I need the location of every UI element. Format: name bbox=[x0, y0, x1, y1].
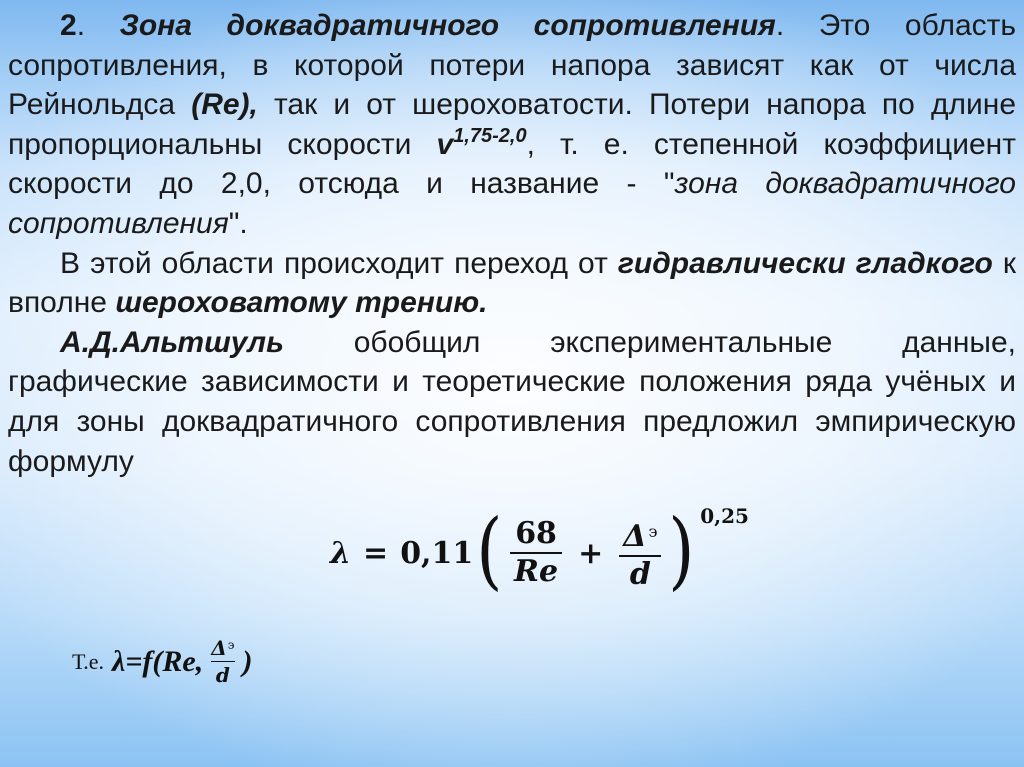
summary-fraction-numerator bbox=[211, 636, 234, 660]
paragraph1-text-3: , т. е. степенной коэффициент скорости до 2,0, отсюда и название - " bbox=[8, 127, 1016, 201]
zone-name-quote: зона доквадратичного сопротивления bbox=[8, 167, 1016, 240]
hydraulically-smooth-term: гидравлически гладкого bbox=[617, 246, 993, 280]
delta-symbol: Δ bbox=[623, 518, 647, 554]
formula-exponent: 0,25 bbox=[700, 504, 749, 528]
summary-fraction-bar bbox=[211, 661, 234, 662]
paragraph3-text: обобщил экспериментальные данные, графические зависимости и теоретические положения ряда учёных и для зоны доквадратичного сопротивления предложил эмпирическую формулу bbox=[8, 325, 1016, 478]
fraction1-denominator: Re bbox=[514, 554, 559, 589]
close-parenthesis: ) bbox=[668, 501, 695, 599]
rough-friction-term: шероховатому трению. bbox=[115, 286, 488, 320]
fraction1-numerator: 68 bbox=[515, 516, 557, 551]
paragraph-zone-definition bbox=[8, 6, 1016, 244]
delta-subscript: э bbox=[648, 521, 658, 541]
velocity-symbol: v bbox=[436, 127, 454, 161]
coefficient: 0,11 bbox=[400, 535, 474, 571]
summary-delta-symbol: Δ bbox=[211, 636, 227, 660]
reynolds-term: (Re), bbox=[191, 88, 258, 122]
velocity-exponent: 1,75-2,0 bbox=[453, 124, 527, 147]
paragraph1-text-1: . Это область сопротивления, в которой потери напора зависят как от числа Рейнольдса bbox=[8, 9, 1016, 122]
author-name: А.Д.Альтшуль bbox=[60, 325, 284, 359]
summary-expression-end: ) bbox=[242, 644, 253, 678]
paragraph-altshul bbox=[8, 323, 1016, 481]
summary-fraction bbox=[211, 636, 234, 687]
paragraph1-text-2: так и от шероховатости. Потери напора по длине пропорциональны скорости bbox=[8, 88, 1017, 161]
paragraph2-text-1: В этой области происходит переход от bbox=[60, 246, 618, 280]
summary-delta-subscript: э bbox=[227, 638, 235, 652]
altshul-formula bbox=[330, 501, 749, 599]
summary-lead: Т.е. bbox=[72, 648, 105, 674]
summary-line bbox=[72, 636, 253, 687]
summary-expression-start: λ=f(Re, bbox=[112, 644, 204, 678]
summary-fraction-denominator: d bbox=[215, 663, 230, 687]
fraction2-numerator bbox=[619, 514, 661, 555]
section-number: 2 bbox=[60, 9, 77, 42]
paragraph2-text-2: к вполне bbox=[8, 246, 1016, 320]
paragraph-transition bbox=[8, 244, 1016, 323]
fraction2-denominator: d bbox=[629, 556, 651, 592]
fraction-68-over-re bbox=[510, 516, 562, 590]
paragraph1-text-4: ". bbox=[228, 206, 248, 240]
plus-sign: + bbox=[578, 535, 604, 571]
lambda-symbol: λ bbox=[330, 535, 352, 571]
equals-sign: = bbox=[363, 535, 389, 571]
section-heading: Зона доквадратичного сопротивления bbox=[119, 9, 776, 42]
fraction-delta-over-d bbox=[619, 514, 661, 593]
section-number-separator: . bbox=[76, 9, 120, 42]
open-parenthesis: ( bbox=[476, 501, 503, 599]
